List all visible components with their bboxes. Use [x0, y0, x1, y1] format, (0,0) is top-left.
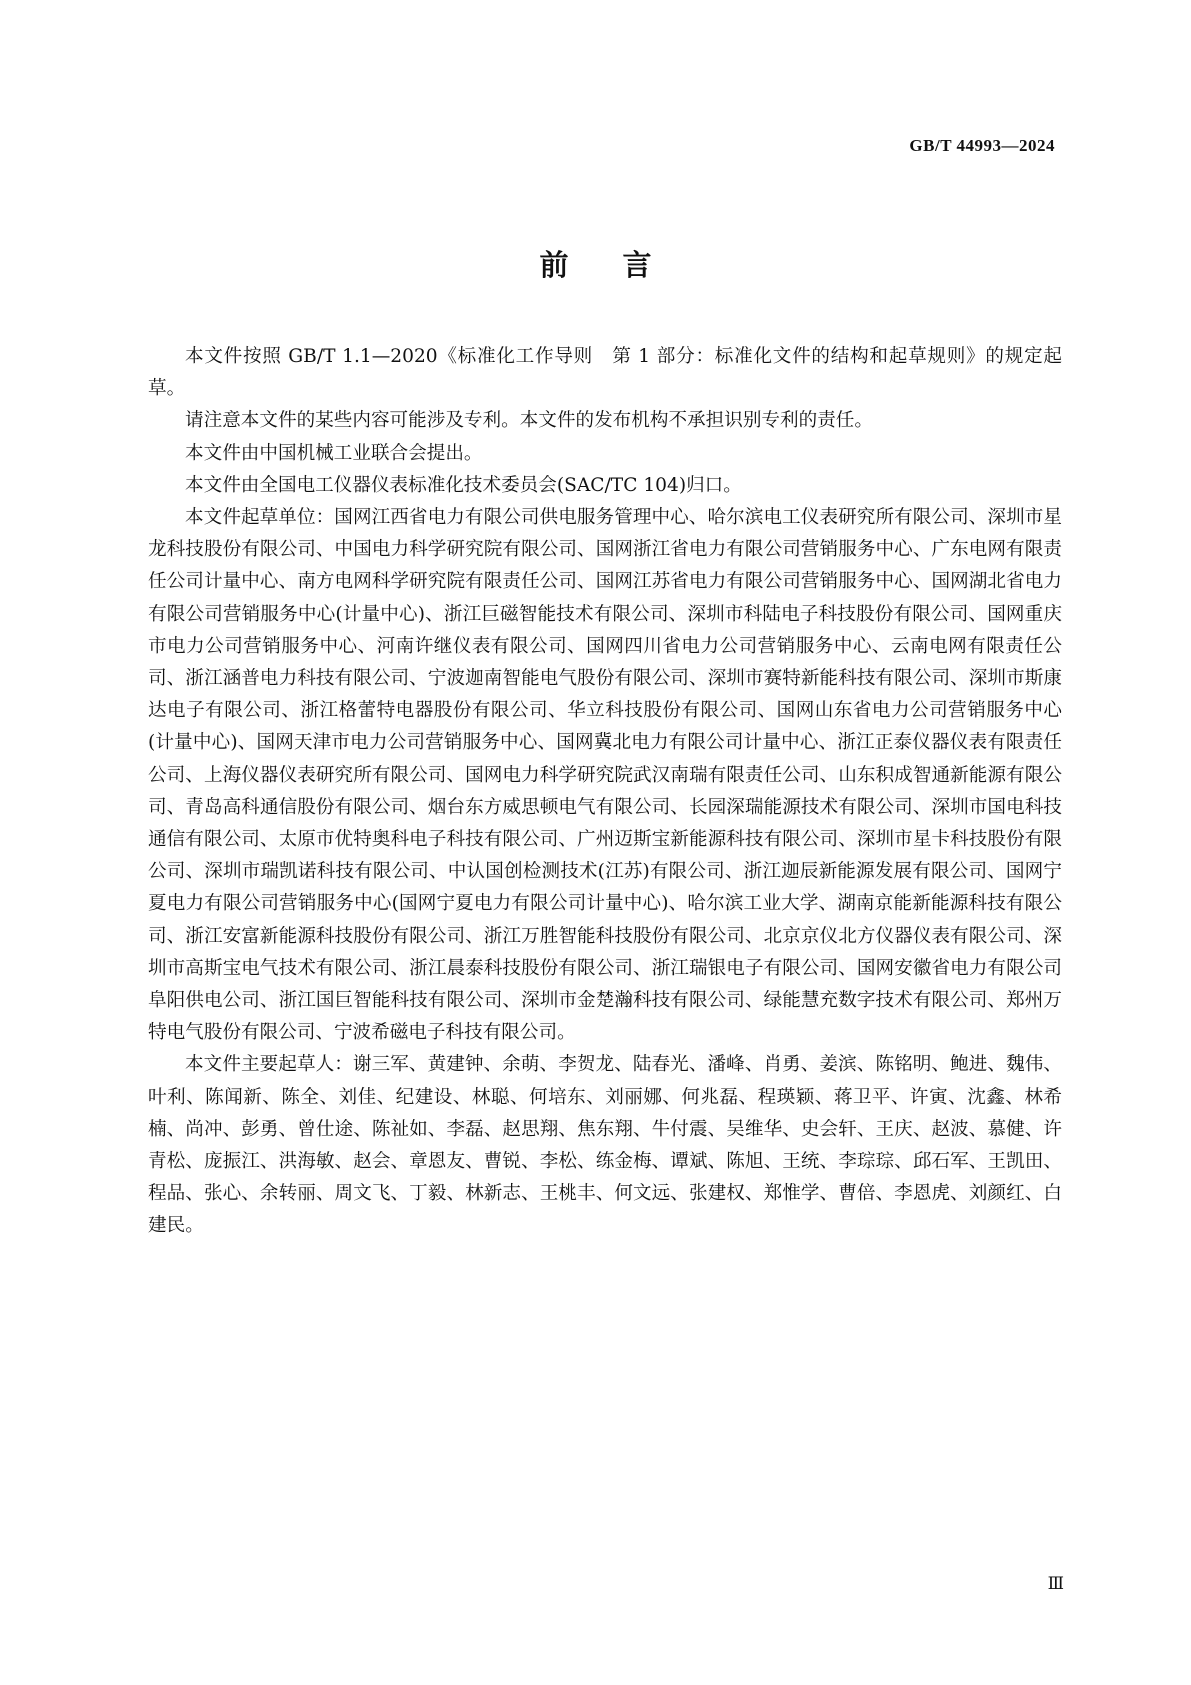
- paragraph-patent-notice: 请注意本文件的某些内容可能涉及专利。本文件的发布机构不承担识别专利的责任。: [185, 410, 873, 432]
- page-number: Ⅲ: [1047, 1574, 1064, 1593]
- paragraph-main-drafters: 本文件主要起草人：谢三军、黄建钟、余萌、李贺龙、陆春光、潘峰、肖勇、姜滨、陈铭明、鲍进、魏伟、叶利、陈闻新、陈全、刘佳、纪建设、林聪、何培东、刘丽娜、何兆磊、程瑛颖、蒋卫平、许寅、沈鑫、林希楠、尚冲、彭勇、曾仕途、陈祉如、李磊、赵思翔、焦东翔、牛付震、吴维华、史会轩、王庆、赵波、慕健、许青松、庞振江、洪海敏、赵会、章恩友、曹锐、李松、练金梅、谭斌、陈旭、王统、李琮琮、邱石军、王凯田、程品、张心、余转丽、周文飞、丁毅、林新志、王桃丰、何文远、张建权、郑惟学、曹倍、李恩虎、刘颜红、白建民。: [148, 1054, 1062, 1237]
- paragraph-technical-committee: 本文件由全国电工仪器仪表标准化技术委员会(SAC/TC 104)归口。: [185, 474, 742, 496]
- standard-number: GB/T 44993—2024: [909, 136, 1055, 155]
- page-title: 前言: [539, 248, 706, 282]
- paragraph-proposer: 本文件由中国机械工业联合会提出。: [185, 442, 483, 464]
- paragraph-drafting-rules: 本文件按照 GB/T 1.1—2020《标准化工作导则 第 1 部分：标准化文件的结构和起草规则》的规定起草。: [148, 346, 1062, 400]
- paragraph-drafting-organizations: 本文件起草单位：国网江西省电力有限公司供电服务管理中心、哈尔滨电工仪表研究所有限公司、深圳市星龙科技股份有限公司、中国电力科学研究院有限公司、国网浙江省电力有限公司营销服务中心、广东电网有限责任公司计量中心、南方电网科学研究院有限责任公司、国网江苏省电力有限公司营销服务中心、国网湖北省电力有限公司营销服务中心(计量中心)、浙江巨磁智能技术有限公司、深圳市科陆电子科技股份有限公司、国网重庆市电力公司营销服务中心、河南许继仪表有限公司、国网四川省电力公司营销服务中心、云南电网有限责任公司、浙江涵普电力科技有限公司、宁波迦南智能电气股份有限公司、深圳市赛特新能科技有限公司、深圳市斯康达电子有限公司、浙江格蕾特电器股份有限公司、华立科技股份有限公司、国网山东省电力公司营销服务中心(计量中心)、国网天津市电力公司营销服务中心、国网冀北电力有限公司计量中心、浙江正泰仪器仪表有限责任公司、上海仪器仪表研究所有限公司、国网电力科学研究院武汉南瑞有限责任公司、山东积成智通新能源有限公司、青岛高科通信股份有限公司、烟台东方威思顿电气有限公司、长园深瑞能源技术有限公司、深圳市国电科技通信有限公司、太原市优特奥科电子科技有限公司、广州迈斯宝新能源科技有限公司、深圳市星卡科技股份有限公司、深圳市瑞凯诺科技有限公司、中认国创检测技术(江苏)有限公司、浙江迦辰新能源发展有限公司、国网宁夏电力有限公司营销服务中心(国网宁夏电力有限公司计量中心)、哈尔滨工业大学、湖南京能新能源科技有限公司、浙江安富新能源科技股份有限公司、浙江万胜智能科技股份有限公司、北京京仪北方仪器仪表有限公司、深圳市高斯宝电气技术有限公司、浙江晨泰科技股份有限公司、浙江瑞银电子有限公司、国网安徽省电力有限公司阜阳供电公司、浙江国巨智能科技有限公司、深圳市金楚瀚科技有限公司、绿能慧充数字技术有限公司、郑州万特电气股份有限公司、宁波希磁电子科技有限公司。: [148, 507, 1062, 1044]
- foreword-body: [148, 341, 1062, 1243]
